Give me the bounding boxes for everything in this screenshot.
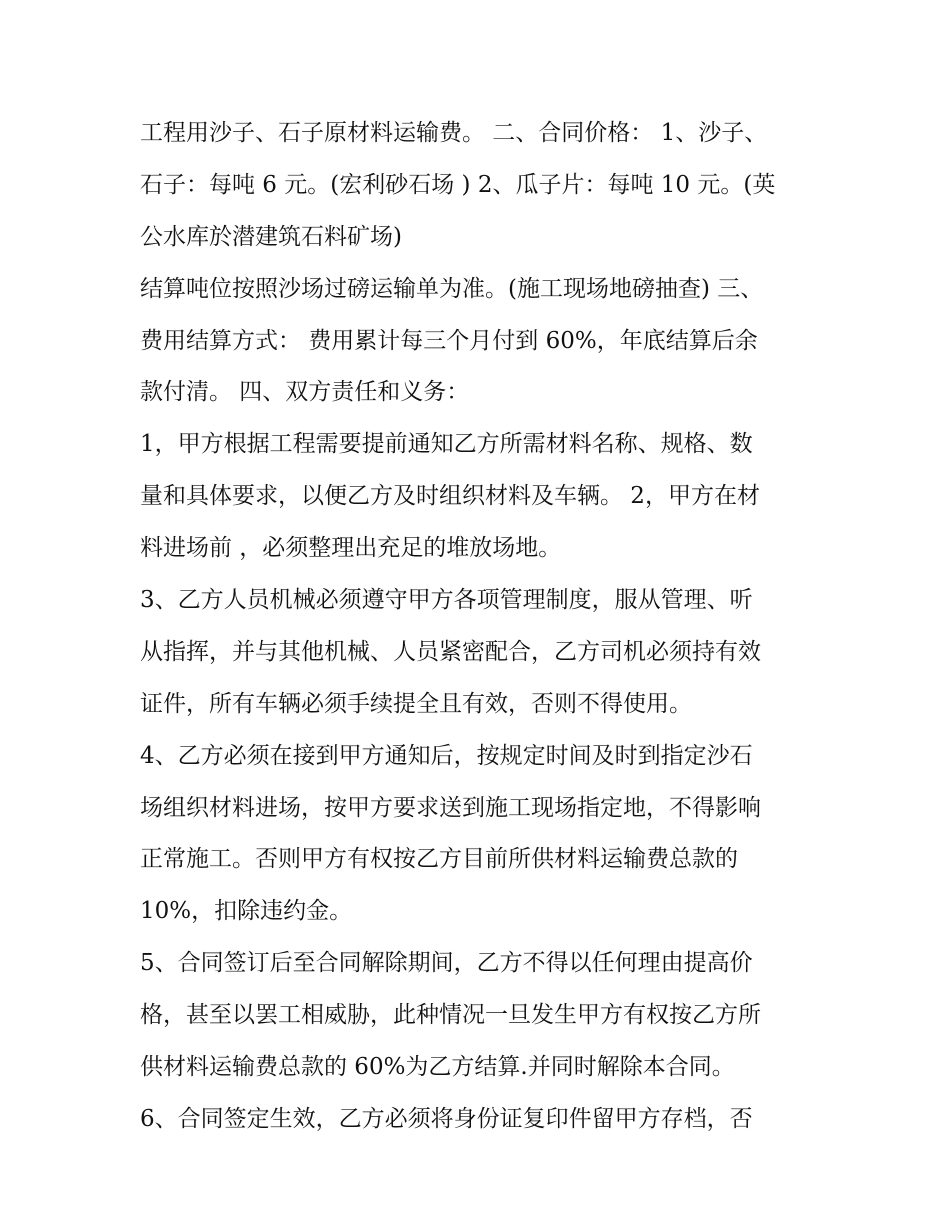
text-line: 格，甚至以罢工相威胁，此种情况一旦发生甲方有权按乙方所 [140,1002,761,1029]
text-line: 1，甲方根据工程需要提前通知乙方所需材料名称、规格、数 [140,431,753,458]
text-line: 10%，扣除违约金。 [140,898,353,925]
text-line: 款付清。 四、双方责任和义务： [140,379,470,406]
text-line: 从指挥，并与其他机械、人员紧密配合，乙方司机必须持有效 [140,638,761,665]
text-line: 3、乙方人员机械必须遵守甲方各项管理制度，服从管理、听 [140,587,753,614]
text-line: 石子：每吨 6 元。(宏利砂石场 ) 2、瓜子片：每吨 10 元。(英 [140,171,776,198]
text-line: 证件，所有车辆必须手续提全且有效，否则不得使用。 [140,690,692,717]
text-line: 5、合同签订后至合同解除期间，乙方不得以任何理由提高价 [140,950,753,977]
text-line: 供材料运输费总款的 60%为乙方结算.并同时解除本合同。 [140,1054,735,1081]
text-line: 4、乙方必须在接到甲方通知后，按规定时间及时到指定沙石 [140,742,753,769]
contract-text [140,108,820,1146]
text-line: 场组织材料进场，按甲方要求送到施工现场指定地，不得影响 [140,794,761,821]
text-line: 量和具体要求，以便乙方及时组织材料及车辆。 2，甲方在材 [140,483,760,510]
text-line: 费用结算方式： 费用累计每三个月付到 60%，年底结算后余 [140,327,758,354]
text-line: 料进场前 ，必须整理出充足的堆放场地。 [140,535,562,562]
text-line: 结算吨位按照沙场过磅运输单为准。(施工现场地磅抽查) 三、 [140,275,764,302]
text-line: 公水库於潜建筑石料矿场) [140,223,402,250]
text-line: 工程用沙子、石子原材料运输费。 二、合同价格： 1、沙子、 [140,120,768,146]
text-line: 6、合同签定生效，乙方必须将身份证复印件留甲方存档，否 [140,1105,753,1132]
text-line: 正常施工。否则甲方有权按乙方目前所供材料运输费总款的 [140,846,738,873]
